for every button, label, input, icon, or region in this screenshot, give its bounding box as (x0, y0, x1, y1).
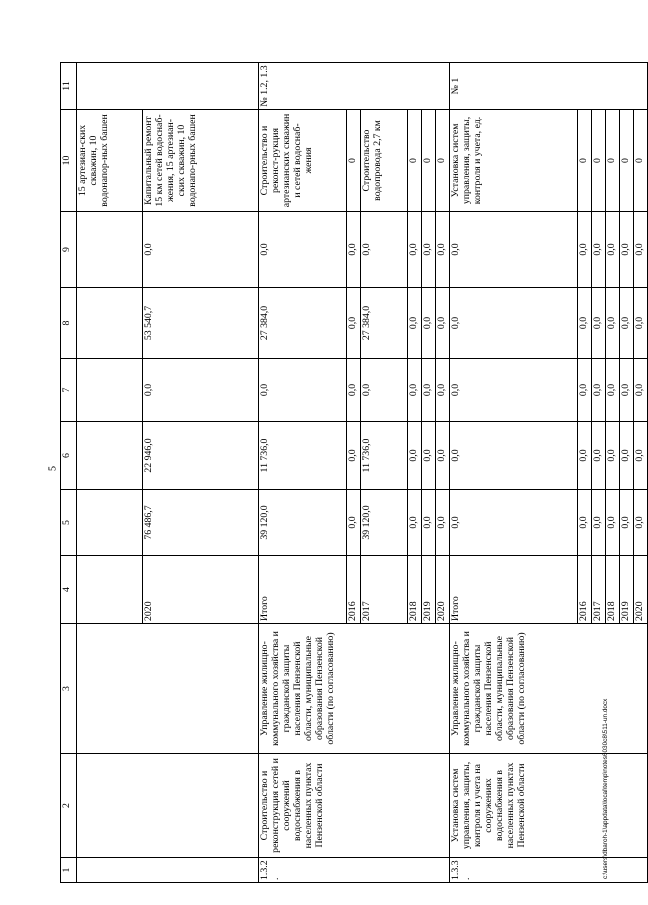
total-cell: 0,0 (633, 490, 647, 556)
program-table (60, 62, 648, 883)
local-cell: 0,0 (407, 288, 421, 359)
total-cell: 0,0 (619, 490, 633, 556)
result-cell: 0 (619, 110, 633, 212)
year-cell: 2019 (619, 556, 633, 624)
regional-cell: 0,0 (259, 359, 347, 422)
page-number: 5 (47, 466, 59, 471)
federal-cell: 0,0 (449, 422, 577, 490)
item-name: Установка систем управления, защиты, контроля и учета на сооружениях водоснабжения в населенных пунктах Пензенской области (449, 754, 647, 858)
table-row (449, 63, 577, 883)
year-cell: 2018 (605, 556, 619, 624)
local-cell: 0,0 (591, 288, 605, 359)
regional-cell: 0,0 (435, 359, 449, 422)
result-cell: 0 (605, 110, 619, 212)
local-cell: 0,0 (619, 288, 633, 359)
table-row (77, 63, 143, 883)
other-cell: 0,0 (360, 212, 407, 288)
regional-cell: 0,0 (407, 359, 421, 422)
year-cell: 2020 (143, 556, 259, 624)
result-cell: 0 (407, 110, 421, 212)
local-cell: 0,0 (347, 288, 361, 359)
federal-cell: 0,0 (633, 422, 647, 490)
other-cell: 0,0 (591, 212, 605, 288)
result-cell: 0 (347, 110, 361, 212)
other-cell: 0,0 (407, 212, 421, 288)
header-cell: 2 (61, 754, 77, 858)
cell (77, 490, 143, 556)
year-cell: 2017 (591, 556, 605, 624)
cell (77, 288, 143, 359)
local-cell: 0,0 (633, 288, 647, 359)
local-cell: 27 384,0 (360, 288, 407, 359)
item-number: 1.3.3. (449, 858, 647, 883)
other-cell: 0,0 (633, 212, 647, 288)
federal-cell: 0,0 (577, 422, 591, 490)
header-cell: 10 (61, 110, 77, 212)
cell (77, 858, 259, 883)
total-cell: 0,0 (347, 490, 361, 556)
cell (77, 422, 143, 490)
result-cell: 0 (591, 110, 605, 212)
year-cell: 2016 (347, 556, 361, 624)
year-cell: 2017 (360, 556, 407, 624)
year-cell: Итого (449, 556, 577, 624)
header-cell: 9 (61, 212, 77, 288)
cell (77, 754, 259, 858)
cell (77, 212, 143, 288)
federal-cell: 0,0 (591, 422, 605, 490)
year-cell: 2019 (421, 556, 435, 624)
header-cell: 8 (61, 288, 77, 359)
total-cell: 39 120,0 (360, 490, 407, 556)
item-executor: Управление жилищно-коммунального хозяйства и гражданской защиты населения Пензенской области, муниципальные образования Пензенской области (по согласованию) (449, 624, 647, 754)
other-cell: 0,0 (259, 212, 347, 288)
federal-cell: 11 736,0 (360, 422, 407, 490)
federal-cell: 22 946,0 (143, 422, 259, 490)
header-cell: 4 (61, 556, 77, 624)
other-cell: 0,0 (435, 212, 449, 288)
total-cell: 0,0 (407, 490, 421, 556)
other-cell: 0,0 (449, 212, 577, 288)
total-cell: 0,0 (591, 490, 605, 556)
local-cell: 0,0 (421, 288, 435, 359)
header-row (61, 63, 77, 883)
year-cell: 2018 (407, 556, 421, 624)
file-path-footer: c:\users\dbaroh-1\appdata\local\temp\notes6030c8\511-un.docx (602, 698, 609, 879)
total-cell: 0,0 (605, 490, 619, 556)
total-cell: 0,0 (421, 490, 435, 556)
federal-cell: 0,0 (421, 422, 435, 490)
header-cell: 6 (61, 422, 77, 490)
total-cell: 0,0 (449, 490, 577, 556)
regional-cell: 0,0 (605, 359, 619, 422)
result-cell: 15 артезиан-ских скважин, 10 водонапор-ных башен (77, 110, 143, 212)
regional-cell: 0,0 (633, 359, 647, 422)
result-cell: Строительство и реконст-рукция артезианских скважин и сетей водоснаб-жения (259, 110, 347, 212)
result-cell: 0 (435, 110, 449, 212)
regional-cell: 0,0 (360, 359, 407, 422)
header-cell: 5 (61, 490, 77, 556)
result-cell: Капитальный ремонт 15 км сетей водоснаб-жения, 15 артезиан-ских скважин, 10 водонапо-рных башен (143, 110, 259, 212)
cell (77, 63, 259, 110)
result-cell: 0 (577, 110, 591, 212)
header-cell: 11 (61, 63, 77, 110)
total-cell: 39 120,0 (259, 490, 347, 556)
item-name: Строительство и реконструкция сетей и сооружений водоснабжения в населенных пунктах Пензенской области (259, 754, 450, 858)
year-cell: 2020 (435, 556, 449, 624)
federal-cell: 0,0 (605, 422, 619, 490)
total-cell: 0,0 (577, 490, 591, 556)
header-cell: 7 (61, 359, 77, 422)
result-cell: 0 (633, 110, 647, 212)
other-cell: 0,0 (421, 212, 435, 288)
item-executor: Управление жилищно-коммунального хозяйства и гражданской защиты населения Пензенской области, муниципальные образования Пензенской области (по согласованию) (259, 624, 450, 754)
item-number: 1.3.2. (259, 858, 450, 883)
result-cell: Строительство водопровода 2,7 км (360, 110, 407, 212)
header-cell: 3 (61, 624, 77, 754)
total-cell: 76 486,7 (143, 490, 259, 556)
year-cell: Итого (259, 556, 347, 624)
federal-cell: 0,0 (619, 422, 633, 490)
header-cell: 1 (61, 858, 77, 883)
local-cell: 27 384,0 (259, 288, 347, 359)
local-cell: 0,0 (449, 288, 577, 359)
result-cell: 0 (421, 110, 435, 212)
other-cell: 0,0 (143, 212, 259, 288)
regional-cell: 0,0 (449, 359, 577, 422)
cell (77, 624, 259, 754)
regional-cell: 0,0 (347, 359, 361, 422)
result-cell: Установка систем управления, защиты, контроля и учета, ед. (449, 110, 577, 212)
regional-cell: 0,0 (577, 359, 591, 422)
indicator-ref: № 1.2, 1.3 (259, 63, 450, 110)
indicator-ref: № 1 (449, 63, 647, 110)
federal-cell: 11 736,0 (259, 422, 347, 490)
local-cell: 0,0 (605, 288, 619, 359)
total-cell: 0,0 (435, 490, 449, 556)
regional-cell: 0,0 (591, 359, 605, 422)
regional-cell: 0,0 (143, 359, 259, 422)
federal-cell: 0,0 (435, 422, 449, 490)
table-row (259, 63, 347, 883)
federal-cell: 0,0 (347, 422, 361, 490)
other-cell: 0,0 (619, 212, 633, 288)
federal-cell: 0,0 (407, 422, 421, 490)
other-cell: 0,0 (577, 212, 591, 288)
local-cell: 0,0 (577, 288, 591, 359)
year-cell: 2016 (577, 556, 591, 624)
year-cell: 2020 (633, 556, 647, 624)
other-cell: 0,0 (605, 212, 619, 288)
other-cell: 0,0 (347, 212, 361, 288)
local-cell: 53 540,7 (143, 288, 259, 359)
cell (77, 556, 143, 624)
regional-cell: 0,0 (619, 359, 633, 422)
local-cell: 0,0 (435, 288, 449, 359)
cell (77, 359, 143, 422)
regional-cell: 0,0 (421, 359, 435, 422)
